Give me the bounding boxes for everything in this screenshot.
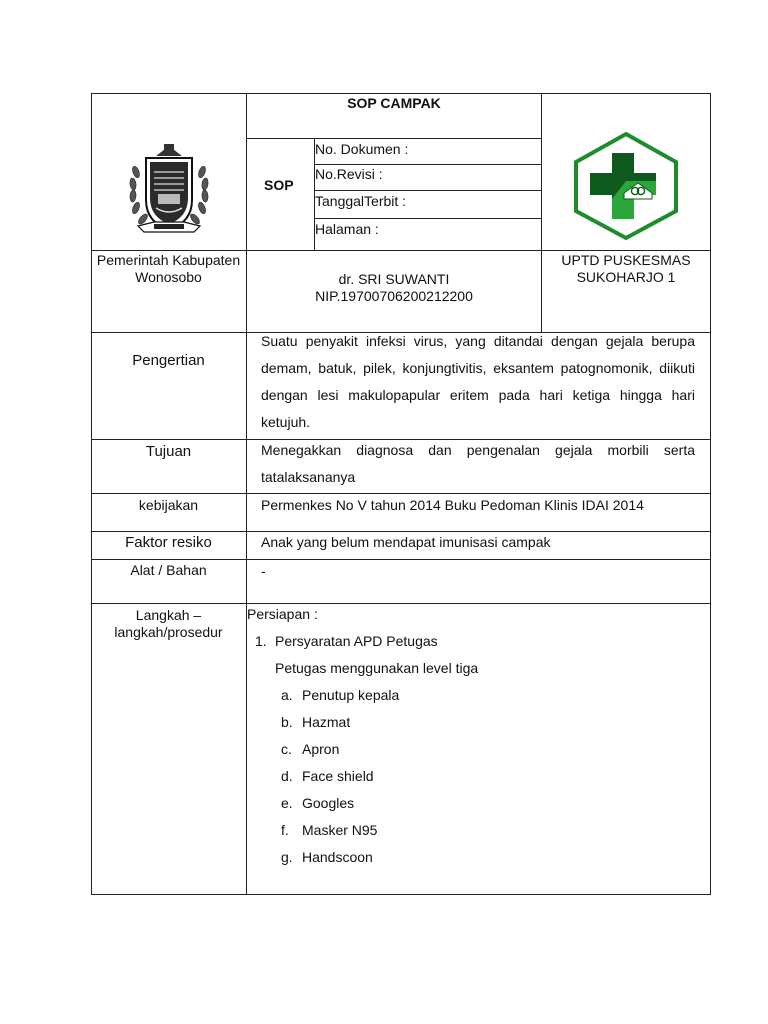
row-text-tujuan: Menegakkan diagnosa dan pengenalan gejala morbili serta tatalaksananya: [261, 442, 695, 485]
langkah-label-line-2: langkah/prosedur: [114, 624, 223, 640]
row-divider-faktor: [91, 531, 711, 532]
row-divider-alat: [91, 559, 711, 560]
puskesmas-logo: [572, 131, 680, 241]
field-halaman: Halaman :: [315, 221, 379, 237]
list-item-marker: g.: [281, 849, 293, 865]
row-text-faktor: Anak yang belum mendapat imunisasi campak: [261, 534, 551, 550]
row-label-kebijakan: kebijakan: [138, 497, 199, 513]
field-divider-1: [314, 164, 542, 165]
table-border-bottom: [91, 894, 711, 895]
list-item: Apron: [302, 741, 340, 757]
row-label-faktor: Faktor resiko: [125, 534, 212, 551]
list-item-marker: b.: [281, 714, 293, 730]
table-divider-label-column: [246, 93, 247, 895]
issuer-government: [91, 252, 246, 286]
header-divider-right: [541, 93, 542, 332]
row-label-tujuan: Tujuan: [145, 443, 192, 460]
list-item-marker: d.: [281, 768, 293, 784]
langkah-intro: Persiapan :: [247, 606, 318, 622]
signer-doctor: [247, 271, 541, 305]
list-item: Masker N95: [302, 822, 378, 838]
list-item-marker: a.: [281, 687, 293, 703]
step-note: Petugas menggunakan level tiga: [275, 660, 479, 676]
issuer-line-1: Pemerintah Kabupaten: [96, 252, 241, 268]
langkah-label-line-1: Langkah –: [135, 607, 202, 623]
wonosobo-crest-logo: [124, 142, 214, 238]
sop-label: SOP: [264, 177, 294, 193]
issuer-puskesmas: [542, 252, 710, 286]
row-text-kebijakan: Permenkes No V tahun 2014 Buku Pedoman Klinis IDAI 2014: [261, 497, 644, 513]
issuer-line-2: Wonosobo: [135, 269, 202, 285]
header-bottom: [91, 250, 711, 251]
field-tanggal-terbit: TanggalTerbit :: [315, 193, 407, 209]
list-item: Face shield: [302, 768, 374, 784]
list-item: Hazmat: [302, 714, 351, 730]
list-item: Googles: [302, 795, 355, 811]
field-divider-3: [314, 218, 542, 219]
list-item: Handscoon: [302, 849, 373, 865]
field-divider-2: [314, 190, 542, 191]
puskesmas-line-2: SUKOHARJO 1: [576, 269, 676, 285]
table-border-right: [710, 93, 711, 895]
document-title: SOP CAMPAK: [347, 95, 441, 111]
step-number: 1.: [255, 633, 267, 649]
step-title: Persyaratan APD Petugas: [275, 633, 438, 649]
row-text-pengertian: Suatu penyakit infeksi virus, yang ditandai dengan gejala berupa demam, batuk, pilek, konjungtivitis, eksantem patognomonik, diikuti dengan lesi makulopapular eritem pada hari ketiga hingga hari ketujuh.: [261, 333, 695, 430]
signer-nip: NIP.19700706200212200: [315, 288, 473, 304]
field-no-revisi: No.Revisi :: [315, 166, 383, 182]
row-text-alat: -: [261, 563, 266, 579]
row-label-alat: Alat / Bahan: [130, 562, 207, 578]
row-label-langkah: [91, 607, 246, 641]
list-item-marker: e.: [281, 795, 293, 811]
field-no-dokumen: No. Dokumen :: [315, 141, 409, 157]
row-divider-kebijakan: [91, 493, 711, 494]
table-border-left: [91, 93, 92, 895]
table-border-top: [91, 93, 711, 94]
puskesmas-line-1: UPTD PUSKESMAS: [561, 252, 691, 268]
row-label-pengertian: Pengertian: [132, 352, 205, 369]
title-divider: [246, 138, 542, 139]
signer-name: dr. SRI SUWANTI: [338, 271, 450, 287]
list-item-marker: c.: [281, 741, 292, 757]
row-divider-langkah: [91, 603, 711, 604]
list-item-marker: f.: [281, 822, 289, 838]
list-item: Penutup kepala: [302, 687, 400, 703]
